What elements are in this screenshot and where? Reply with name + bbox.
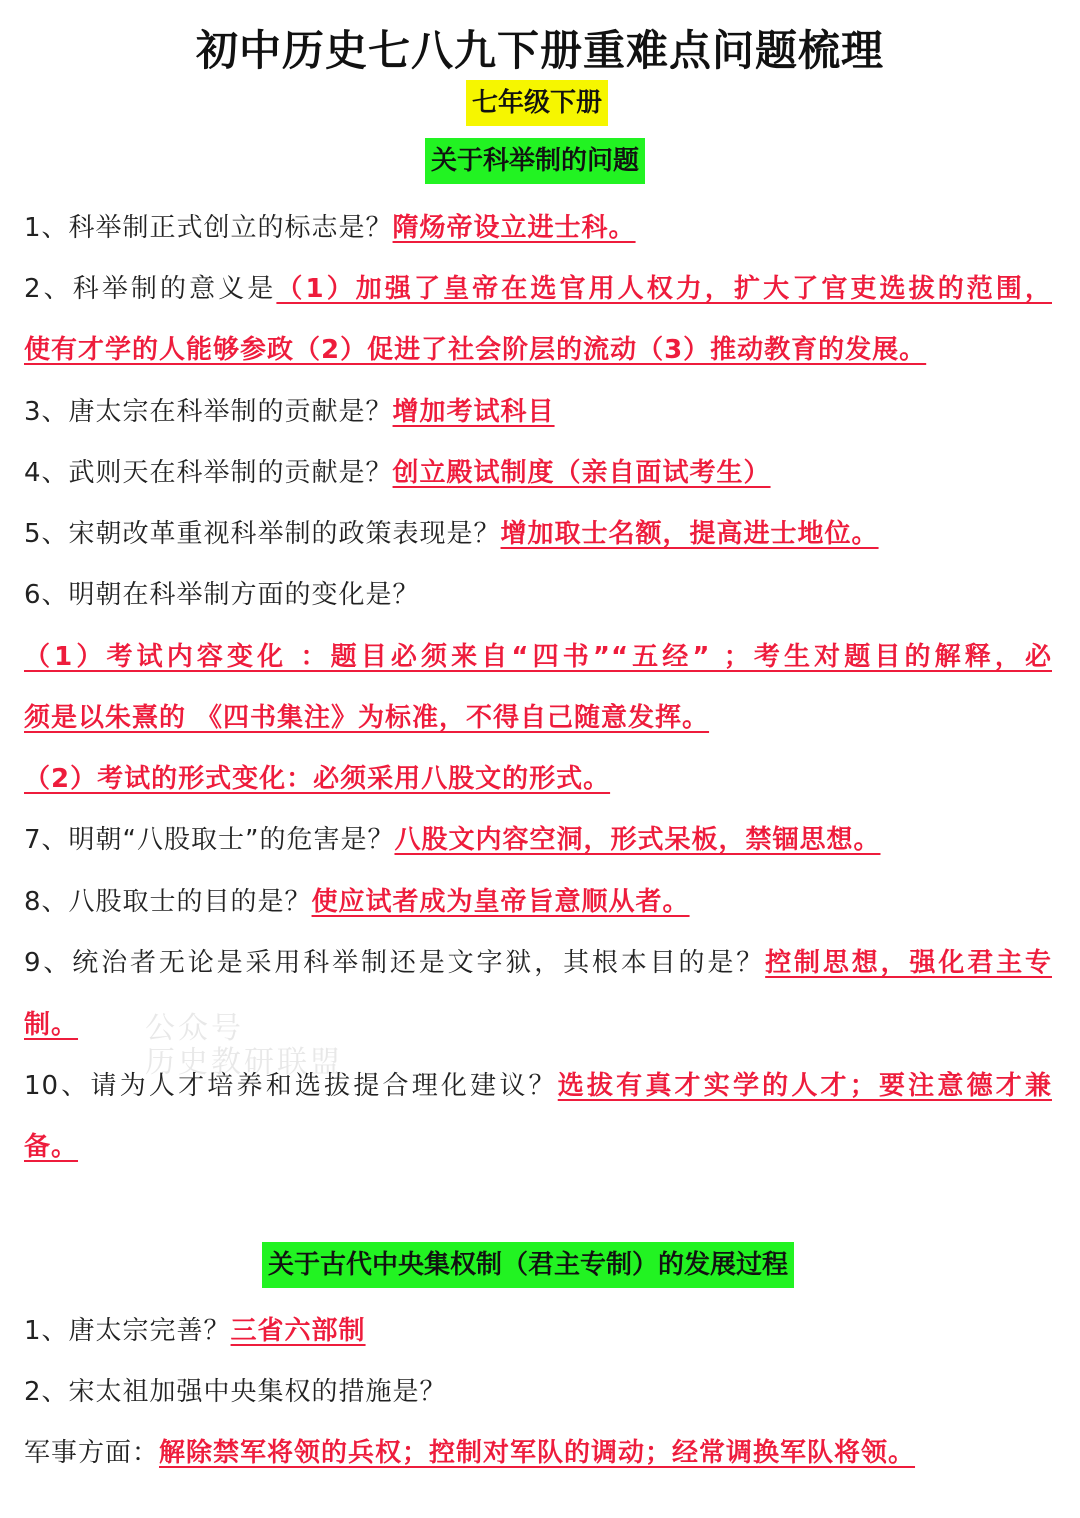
question-text: 7、明朝“八股取士”的危害是？ — [24, 825, 395, 855]
answer-continuation — [24, 1005, 78, 1045]
answer-line — [24, 637, 1052, 677]
question-text: 8、八股取士的目的是？ — [24, 887, 312, 917]
answer-continuation — [24, 1127, 78, 1167]
answer-text: 使有才学的人能够参政（2）促进了社会阶层的流动（3）推动教育的发展。 — [24, 335, 927, 365]
answer-text: （1）加强了皇帝在选官用人权力，扩大了官吏选拔的范围， — [276, 274, 1052, 304]
question-5 — [24, 514, 879, 554]
question-text: 2、科举制的意义是 — [24, 274, 277, 304]
question-text: 1、唐太宗完善？ — [24, 1316, 231, 1346]
grade-label: 七年级下册 — [466, 80, 608, 126]
question-text: 4、武则天在科举制的贡献是？ — [24, 458, 393, 488]
answer-continuation — [24, 330, 926, 370]
measure-label: 军事方面： — [24, 1438, 160, 1468]
question-text: 3、唐太宗在科举制的贡献是？ — [24, 397, 393, 427]
question-7 — [24, 820, 881, 860]
question-1 — [24, 208, 636, 248]
question-8 — [24, 882, 690, 922]
question-text: 5、宋朝改革重视科举制的政策表现是？ — [24, 519, 501, 549]
question-text: 6、明朝在科举制方面的变化是？ — [24, 580, 420, 610]
answer-text: 备。 — [24, 1132, 79, 1162]
question-9 — [24, 943, 1052, 983]
answer-text: 控制思想，强化君主专 — [765, 948, 1052, 978]
question-text: 1、科举制正式创立的标志是？ — [24, 213, 393, 243]
question-4 — [24, 453, 771, 493]
military-measures — [24, 1433, 915, 1473]
question-text: 9、统治者无论是采用科举制还是文字狱，其根本目的是？ — [24, 948, 766, 978]
answer-text: （1）考试内容变化 ：题目必须来自“四书”“五经” ；考生对题目的解释，必 — [24, 642, 1052, 672]
answer-text: 隋炀帝设立进士科。 — [392, 213, 636, 243]
answer-text: 选拔有真才实学的人才；要注意德才兼 — [557, 1071, 1052, 1101]
answer-text: 创立殿试制度（亲自面试考生） — [392, 458, 771, 488]
question-1 — [24, 1311, 366, 1351]
watermark-line: 公众号 — [145, 1011, 244, 1046]
question-2 — [24, 1372, 447, 1412]
answer-text: 八股文内容空洞，形式呆板，禁锢思想。 — [394, 825, 881, 855]
answer-text: 解除禁军将领的兵权；控制对军队的调动；经常调换军队将领。 — [159, 1438, 916, 1468]
answer-line — [24, 759, 610, 799]
answer-text: 增加取士名额，提高进士地位。 — [500, 519, 879, 549]
watermark-line: 历史教研联盟 — [145, 1045, 343, 1080]
question-3 — [24, 392, 555, 432]
question-6 — [24, 575, 420, 615]
answer-text: 须是以朱熹的 《四书集注》为标准，不得自己随意发挥。 — [24, 703, 710, 733]
answer-text: 使应试者成为皇帝旨意顺从者。 — [311, 887, 690, 917]
answer-line — [24, 698, 709, 738]
question-2 — [24, 269, 1052, 309]
page-title: 初中历史七八九下册重难点问题梳理 — [195, 26, 884, 75]
section-heading-centralization: 关于古代中央集权制（君主专制）的发展过程 — [262, 1242, 794, 1288]
answer-text: 制。 — [24, 1010, 79, 1040]
answer-text: 三省六部制 — [230, 1316, 366, 1346]
answer-text: （2）考试的形式变化：必须采用八股文的形式。 — [24, 764, 611, 794]
question-10 — [24, 1066, 1052, 1106]
answer-text: 增加考试科目 — [392, 397, 555, 427]
section-heading-keju: 关于科举制的问题 — [425, 138, 645, 184]
question-text: 2、宋太祖加强中央集权的措施是？ — [24, 1377, 447, 1407]
question-text: 10、请为人才培养和选拔提合理化建议？ — [24, 1071, 558, 1101]
